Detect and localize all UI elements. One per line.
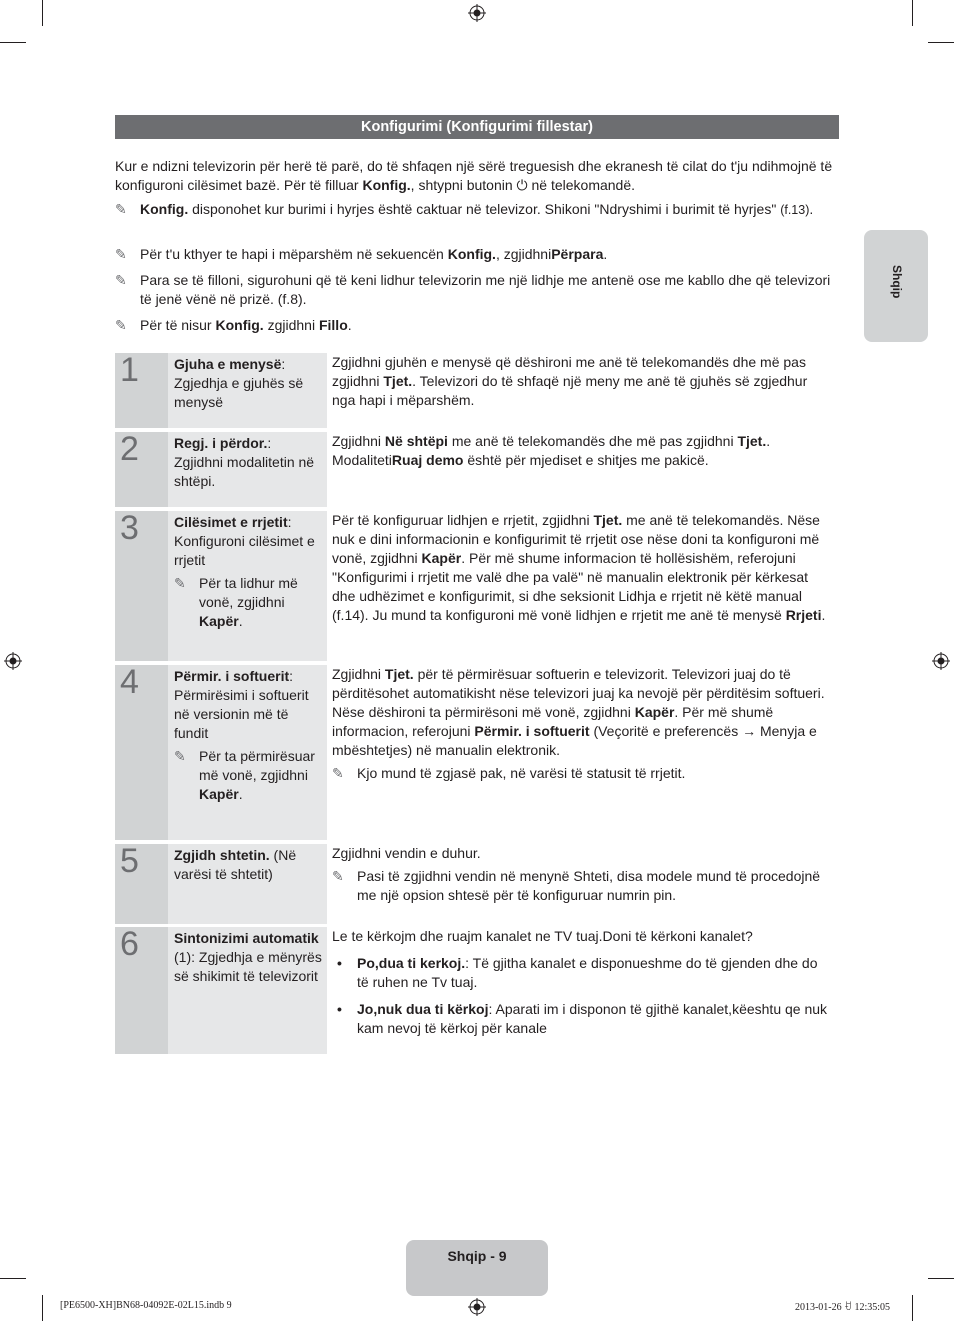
side-tab-label: Shqip [890, 265, 904, 299]
step-label-cell: Përmir. i softuerit: Përmirësimi i softuerit në versionin më të fundit ✎ Për ta përmirësuar më vonë, zgjidhni Kapër. [168, 665, 327, 840]
registration-mark-icon [468, 4, 486, 22]
step-description: Le te kërkojm dhe ruajm kanalet ne TV tuaj.Doni të kërkoni kanalet? • Po,dua ti kerkoj.: Të gjitha kanalet e disponueshme do të gjenden dhe do të ruhen ne Tv tuaj. • Jo,nuk dua ti kërkoj: Aparati im i disponon të gjithë kanalet,këeshtu qe nuk kam nevoj të kërkoj për kanale [332, 928, 828, 1036]
pencil-note-icon: ✎ [115, 272, 127, 288]
bullet-item: • Po,dua ti kerkoj.: Të gjitha kanalet e disponueshme do të gjenden dhe do të ruhen ne Tv tuaj. [337, 955, 818, 990]
note-item: ✎ Kjo mund të zgjasë pak, në varësi të statusit të rrjetit. [332, 765, 686, 781]
footer-file-info: [PE6500-XH]BN68-04092E-02L15.indb 9 [60, 1300, 232, 1311]
pencil-note-icon: ✎ [115, 317, 127, 333]
bullet-item: • Jo,nuk dua ti kërkoj: Aparati im i disponon të gjithë kanalet,këeshtu qe nuk kam nevoj të kërkoj për kanale [337, 1001, 828, 1036]
note-item: ✎ Konfig. disponohet kur burimi i hyrjes është caktuar në televizor. Shikoni "Ndryshimi i burimit të hyrjes" (f.13). [115, 201, 814, 217]
crop-mark [42, 0, 43, 26]
power-icon: ⏻ [516, 177, 528, 193]
pencil-note-icon: ✎ [174, 748, 186, 764]
crop-mark [928, 42, 954, 43]
step-row [115, 665, 828, 840]
crop-mark [912, 1295, 913, 1321]
footer-timestamp: 2013-01-26 ꀀ 12:35:05 [794, 1302, 890, 1313]
note-item: ✎ Për ta lidhur më vonë, zgjidhni Kapër. [174, 575, 298, 629]
step-row [115, 511, 828, 661]
crop-mark [0, 1278, 26, 1279]
step-label-cell: Sintonizimi automatik (1): Zgjedhja e mënyrës së shikimit të televizorit [168, 927, 327, 1054]
crop-mark [42, 1295, 43, 1321]
step-number-cell: 3 [115, 511, 168, 661]
step-row [115, 844, 828, 924]
step-number-cell: 1 [115, 353, 168, 428]
step-label-cell: Cilësimet e rrjetit: Konfiguroni cilësimet e rrjetit ✎ Për ta lidhur më vonë, zgjidhni Kapër. [168, 511, 327, 661]
step-label-cell: Gjuha e menysë: Zgjedhja e gjuhës së menysë [168, 353, 327, 428]
step-row [115, 432, 828, 507]
note-item: ✎ Para se të filloni, sigurohuni që të keni lidhur televizorin me një lidhje me antenë ose me kabllo dhe që televizori të jenë vënë në prizë. (f.8). [115, 272, 831, 307]
pencil-note-icon: ✎ [115, 201, 127, 217]
registration-mark-icon [932, 652, 950, 670]
step-description: Për të konfiguruar lidhjen e rrjetit, zgjidhni Tjet. me anë të telekomandës. Nëse nuk e dini informacionin e konfigurimit të rrjetit ose nëse doni ta konfiguroni më vonë, zgjidhni Kapër. Për më shume informacion të hollësishëm, referojuni "Konfigurimi i rrjetit me valë dhe pa valë" në manualin elektronik për kërkesat dhe udhëzimet e konfigurimit, si dhe seksionit Lidhja e rrjetit në këtë manual (f.14). Ju mund ta konfiguroni më vonë lidhjen e rrjetit me anë të menysë Rrjeti. [332, 512, 826, 623]
language-side-tab [864, 230, 928, 342]
page-number: Shqip - 9 [406, 1240, 548, 1296]
pencil-note-icon: ✎ [174, 575, 186, 591]
step-number-cell: 4 [115, 665, 168, 840]
step-number-cell: 5 [115, 844, 168, 924]
note-item: ✎ Për të nisur Konfig. zgjidhni Fillo. [115, 317, 352, 333]
pencil-note-icon: ✎ [332, 868, 344, 884]
note-item: ✎ Për t'u kthyer te hapi i mëparshëm në sekuencën Konfig., zgjidhniPërpara. [115, 246, 608, 262]
step-row [115, 927, 828, 1054]
crop-mark [912, 0, 913, 26]
step-label-cell: Regj. i përdor.: Zgjidhni modalitetin në shtëpi. [168, 432, 327, 507]
step-row [115, 353, 828, 428]
step-label-cell: Zgjidh shtetin. (Në varësi të shtetit) [168, 844, 327, 924]
step-description: Zgjidhni vendin e duhur. ✎ Pasi të zgjidhni vendin në menynë Shteti, disa modele mund të procedojnë me një opsion shtesë për të konfiguruar numrin pin. [332, 844, 828, 905]
pencil-note-icon: ✎ [332, 765, 344, 781]
crop-mark [928, 1278, 954, 1279]
note-item: ✎ Pasi të zgjidhni vendin në menynë Shteti, disa modele mund të procedojnë me një opsion shtesë për të konfiguruar numrin pin. [332, 868, 821, 903]
pencil-note-icon: ✎ [115, 246, 127, 262]
note-item: ✎ Për ta përmirësuar më vonë, zgjidhni Kapër. [174, 748, 315, 802]
registration-mark-icon [468, 1298, 486, 1316]
step-description: Zgjidhni Tjet. për të përmirësuar softuerin e televizorit. Televizori juaj do të përditësohet automatikisht nëse televizori juaj ka nevojë për përditësim softueri. Nëse dëshironi ta përmirësoni më vonë, zgjidhni Kapër. Për më shumë informacion, referojuni Përmir. i softuerit (Veçoritë e preferencës → Menyja e mbështetjes) në manualin elektronik. ✎ Kjo mund të zgjasë pak, në varësi të statusit të rrjetit. [332, 665, 828, 783]
step-number-cell: 6 [115, 927, 168, 1054]
intro-paragraph: Kur e ndizni televizorin për herë të parë, do të shfaqen një sërë treguesish dhe ekranesh të cilat do t'ju ndihmojnë të konfiguroni cilësimet bazë. Për të filluar Konfig., shtypni butonin ⏻ në telekomandë. [115, 158, 833, 193]
step-description: Zgjidhni Në shtëpi me anë të telekomandës dhe më pas zgjidhni Tjet.. ModalitetiRuaj demo është për mjediset e shitjes me pakicë. [332, 433, 771, 468]
step-description: Zgjidhni gjuhën e menysë që dëshironi me anë të telekomandës dhe më pas zgjidhni Tjet.. Televizori do të shfaqë një meny me anë të gjuhës së zgjedhur nga hapi i mëparshëm. [332, 354, 808, 408]
step-number-cell: 2 [115, 432, 168, 507]
section-title: Konfigurimi (Konfigurimi fillestar) [115, 115, 839, 139]
crop-mark [0, 42, 26, 43]
registration-mark-icon [4, 652, 22, 670]
